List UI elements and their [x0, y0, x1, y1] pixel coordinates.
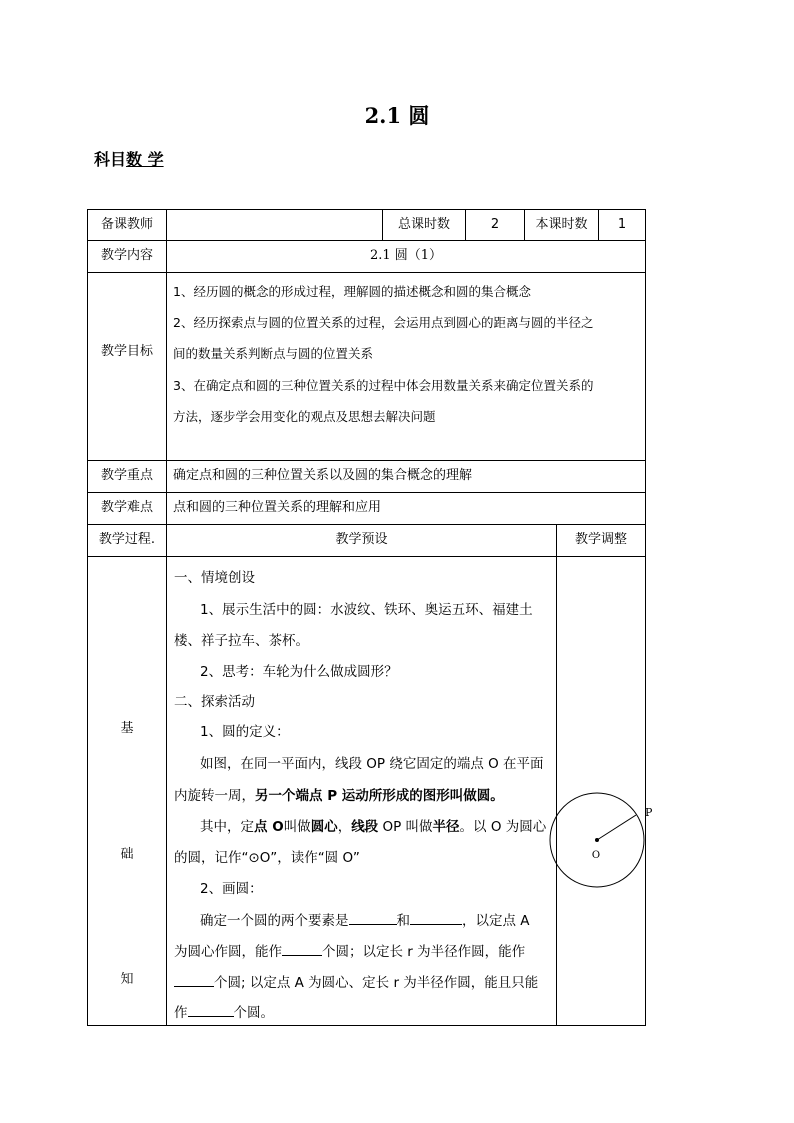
answer-blank[interactable]: [349, 910, 397, 925]
objective-line: 方法，逐步学会用变化的观点及思想去解决问题: [173, 409, 436, 424]
total-hours-value: 2: [490, 217, 500, 232]
subject-line: [94, 147, 164, 170]
process-label: 教学过程.: [98, 532, 156, 547]
terms-text: 。以 O 为圆心: [459, 819, 547, 835]
terms-text: 其中，定: [200, 819, 254, 835]
side-char: 基: [120, 721, 134, 736]
adjust-header: 教学调整: [574, 532, 627, 547]
answer-blank[interactable]: [188, 1002, 234, 1017]
content-value: 2.1 圆（1）: [369, 248, 443, 263]
fill-text: ，以定点 A: [462, 913, 530, 929]
center-label: O: [591, 850, 601, 861]
table-rule: [87, 1025, 646, 1026]
body-line: 1、展示生活中的圆：水波纹、铁环、奥运五环、福建土: [200, 602, 533, 618]
lesson-hours-label: 本课时数: [535, 217, 588, 232]
answer-blank[interactable]: [174, 972, 214, 987]
center-term: 圆心: [310, 819, 338, 835]
side-char: 础: [120, 847, 134, 862]
section-heading: 2、画圆：: [200, 881, 263, 897]
subject-value: 数 学: [126, 150, 164, 169]
subject-label: 科目: [94, 150, 127, 169]
fill-text: 为圆心作圆，能作: [174, 944, 282, 960]
definition-text: 内旋转一周，: [174, 788, 255, 804]
fill-line: [174, 1001, 274, 1021]
objectives-label: 教学目标: [100, 344, 153, 359]
section-heading: 二、探索活动: [174, 694, 255, 710]
objective-line: 间的数量关系判断点与圆的位置关系: [173, 346, 374, 361]
point-label: P: [645, 806, 653, 819]
segment-term: 线段: [351, 819, 379, 835]
fill-line: [174, 971, 538, 991]
table-rule: [645, 209, 646, 1026]
objective-line: 1、经历圆的概念的形成过程，理解圆的描述概念和圆的集合概念: [173, 284, 531, 299]
total-hours-label: 总课时数: [397, 217, 450, 232]
fill-text: 作: [174, 1005, 188, 1021]
section-heading: 一、情境创设: [174, 570, 255, 586]
table-rule: [87, 209, 88, 1026]
body-line: 的圆，记作“⊙O”，读作“圆 O”: [174, 850, 360, 866]
difficulty-value: 点和圆的三种位置关系的理解和应用: [173, 500, 382, 515]
objective-line: 3、在确定点和圆的三种位置关系的过程中体会用数量关系来确定位置关系的: [173, 378, 594, 393]
terms-text: OP: [378, 819, 406, 835]
terms-text: ，: [337, 819, 352, 835]
terms-text: 叫做: [405, 819, 433, 835]
fill-text: 个圆。: [233, 1005, 274, 1021]
fill-text: 个圆; 以定点 A 为圆心、定长 r 为半径作圆，能且只能: [214, 975, 539, 991]
page-title: 2.1 圆: [364, 103, 430, 128]
terms-text: 叫做: [283, 819, 311, 835]
fill-line: [174, 940, 525, 960]
radius-op: [597, 815, 636, 840]
answer-blank[interactable]: [282, 941, 322, 956]
plan-header: 教学预设: [335, 532, 388, 547]
content-label: 教学内容: [100, 248, 153, 263]
side-char: 知: [120, 972, 134, 987]
radius-term: 半径: [432, 819, 460, 835]
lesson-hours-value: 1: [617, 217, 627, 232]
teacher-label: 备课教师: [100, 217, 153, 232]
body-line: 如图，在同一平面内，线段 OP 绕它固定的端点 O 在平面: [200, 756, 544, 772]
definition-bold: 另一个端点 P 运动所形成的图形叫做圆。: [255, 788, 504, 804]
fill-text: 和: [396, 913, 410, 929]
terms-line: [200, 815, 546, 835]
answer-blank[interactable]: [410, 910, 462, 925]
body-line: 楼、祥子拉车、茶杯。: [174, 633, 309, 649]
center-point-term: 点 O: [254, 819, 284, 835]
difficulty-label: 教学难点: [100, 500, 153, 515]
center-dot: [595, 838, 599, 842]
key-point-value: 确定点和圆的三种位置关系以及圆的集合概念的理解: [173, 468, 473, 483]
definition-line: [174, 784, 504, 804]
table-rule: [87, 272, 646, 273]
fill-line: [200, 909, 530, 929]
fill-text: 确定一个圆的两个要素是: [200, 913, 349, 929]
table-rule: [556, 524, 557, 1026]
fill-text: 个圆；以定长 r 为半径作圆，能作: [322, 944, 526, 960]
table-rule: [166, 209, 167, 1026]
circle-figure: [546, 790, 666, 900]
key-point-label: 教学重点: [100, 468, 153, 483]
body-line: 1、圆的定义：: [200, 724, 290, 740]
objective-line: 2、经历探索点与圆的位置关系的过程，会运用点到圆心的距离与圆的半径之: [173, 315, 594, 330]
body-line: 2、思考：车轮为什么做成圆形？: [200, 664, 398, 680]
table-rule: [87, 556, 646, 557]
